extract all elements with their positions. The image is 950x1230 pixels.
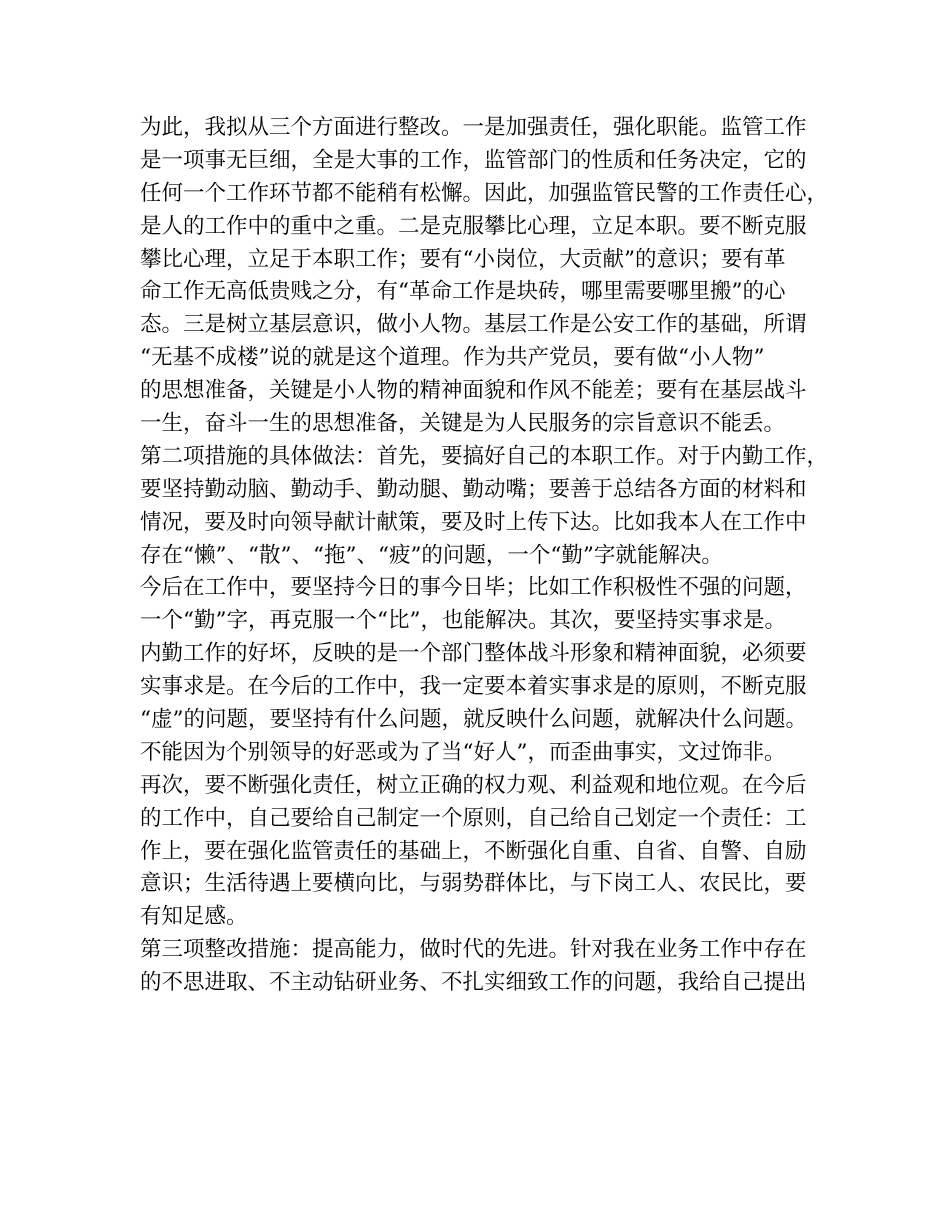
text-line: 攀比心理，立足于本职工作；要有“小岗位，大贡献”的意识；要有革 [140,246,786,272]
text-line: 的工作中，自己要给自己制定一个原则，自己给自己划定一个责任：工 [140,805,807,831]
text-line: 第二项措施的具体做法：首先，要搞好自己的本职工作。对于内勤工作， [140,443,829,469]
text-line: 的思想准备，关键是小人物的精神面貌和作风不能差；要有在基层战斗 [140,378,807,404]
text-line: 是人的工作中的重中之重。二是克服攀比心理，立足本职。要不断克服 [140,213,807,239]
text-line: 再次，要不断强化责任，树立正确的权力观、利益观和地位观。在今后 [140,772,807,798]
text-line: 实事求是。在今后的工作中，我一定要本着实事求是的原则，不断克服 [140,674,807,700]
text-line: 第三项整改措施：提高能力，做时代的先进。针对我在业务工作中存在 [140,937,807,963]
text-line: 情况，要及时向领导献计献策，要及时上传下达。比如我本人在工作中 [140,509,807,535]
text-line: 意识；生活待遇上要横向比，与弱势群体比，与下岗工人、农民比，要 [140,871,807,897]
text-line: 命工作无高低贵贱之分，有“革命工作是块砖，哪里需要哪里搬”的心 [140,279,786,305]
text-line: 不能因为个别领导的好恶或为了当“好人”，而歪曲事实，文过饰非。 [140,739,786,765]
body-text [140,112,830,1000]
text-line: 要坚持勤动脑、勤动手、勤动腿、勤动嘴；要善于总结各方面的材料和 [140,476,807,502]
text-line: 内勤工作的好坏，反映的是一个部门整体战斗形象和精神面貌，必须要 [140,641,807,667]
text-line: 存在“懒”、“散”、“拖”、“疲”的问题，一个“勤”字就能解决。 [140,542,723,568]
text-line: “无基不成楼”说的就是这个道理。作为共产党员，要有做“小人物” [140,345,765,371]
text-line: 态。三是树立基层意识，做小人物。基层工作是公安工作的基础，所谓 [140,312,807,338]
text-line: 一个“勤”字，再克服一个“比”，也能解决。其次，要坚持实事求是。 [140,608,786,634]
text-line: 的不思进取、不主动钻研业务、不扎实细致工作的问题，我给自己提出 [140,970,807,996]
text-line: 任何一个工作环节都不能稍有松懈。因此，加强监管民警的工作责任心， [140,180,829,206]
text-line: 为此，我拟从三个方面进行整改。一是加强责任，强化职能。监管工作 [140,115,807,140]
text-line: 作上，要在强化监管责任的基础上，不断强化自重、自省、自警、自励 [140,838,807,864]
text-line: 一生，奋斗一生的思想准备，关键是为人民服务的宗旨意识不能丢。 [140,411,786,437]
text-line: 有知足感。 [140,904,248,930]
text-line: “虚”的问题，要坚持有什么问题，就反映什么问题，就解决什么问题。 [140,707,807,733]
text-line: 今后在工作中，要坚持今日的事今日毕；比如工作积极性不强的问题， [140,575,807,601]
text-line: 是一项事无巨细，全是大事的工作，监管部门的性质和任务决定，它的 [140,147,807,173]
